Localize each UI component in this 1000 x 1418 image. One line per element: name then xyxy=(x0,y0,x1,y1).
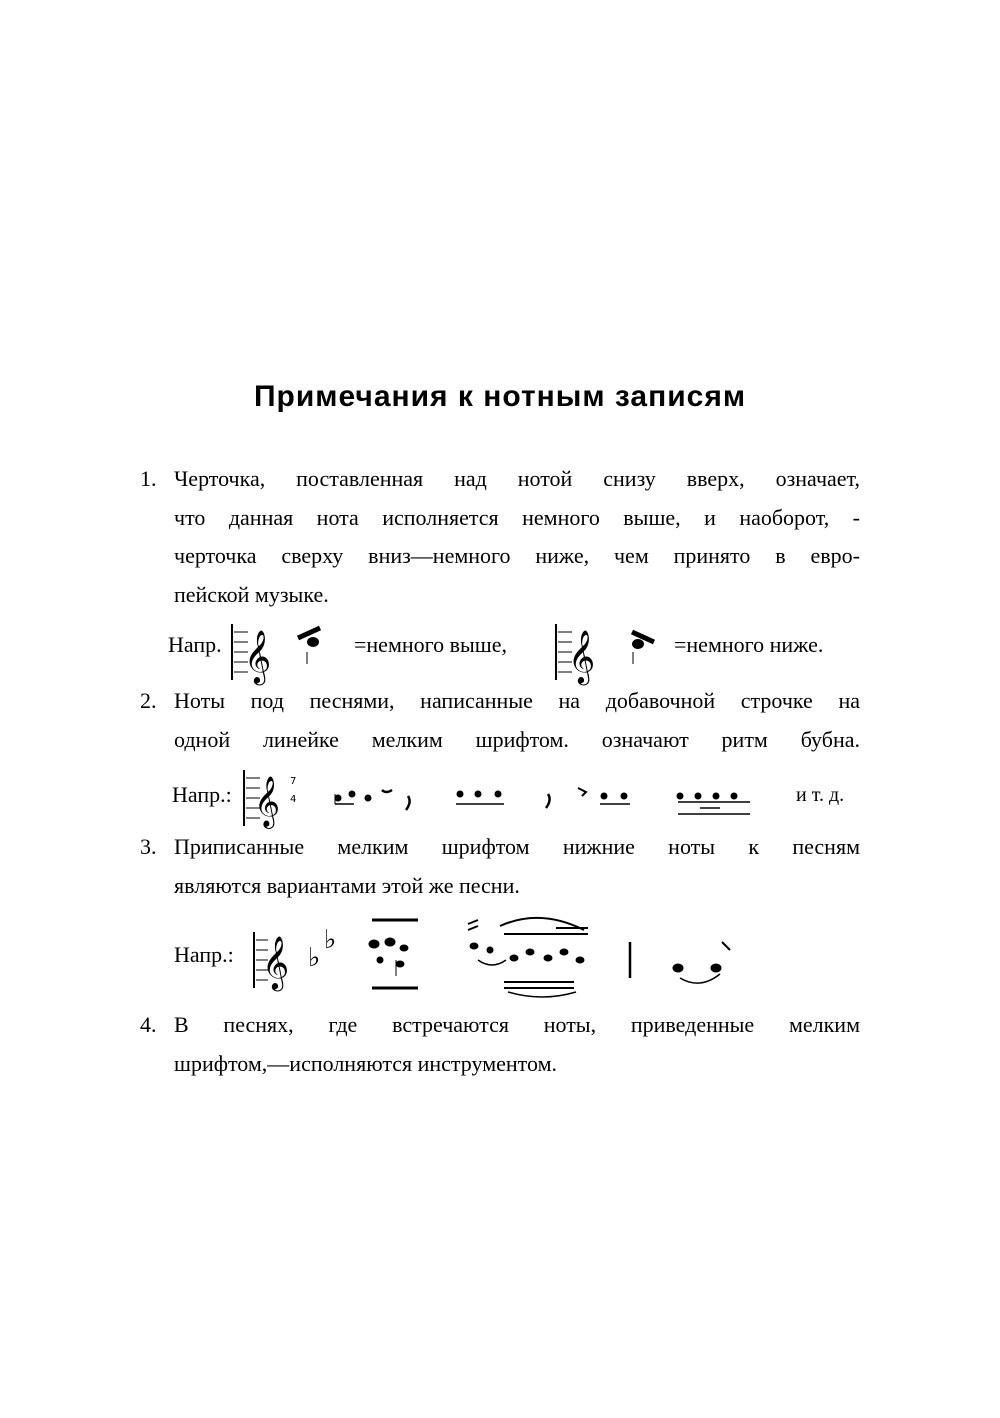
svg-text:4: 4 xyxy=(290,794,297,805)
treble-clef-icon: 𝄞 xyxy=(262,935,290,989)
example-label: Напр.: xyxy=(172,782,232,807)
example-text-lower: =немного ниже. xyxy=(674,632,824,657)
text-line: что данная нота исполняется немного выше, и наоборот, - xyxy=(174,504,860,530)
text-line: одной линейке мелким шрифтом. означают ритм бубна. xyxy=(174,726,860,752)
item-text xyxy=(174,682,860,759)
item-number: 4. xyxy=(140,1012,157,1037)
text-line: Черточка, поставленная над нотой снизу вверх, означает, xyxy=(174,466,860,491)
text-line: шрифтом,—исполняются инструментом. xyxy=(174,1050,558,1076)
item-text xyxy=(174,828,860,905)
note-up-mark-icon xyxy=(298,628,320,664)
staff-fragment xyxy=(244,770,296,829)
treble-clef-icon: 𝄞 xyxy=(568,629,596,683)
text-line: Ноты под песнями, написанные на добавочной строчке на xyxy=(174,688,860,713)
treble-clef-icon: 𝄞 xyxy=(254,776,281,827)
note-item-1 xyxy=(140,460,860,614)
note-item-4 xyxy=(140,1006,860,1083)
example-text-higher: =немного выше, xyxy=(354,632,507,657)
notation-example-3 xyxy=(168,912,868,996)
note-item-2 xyxy=(140,682,860,759)
text-line: черточка сверху вниз—немного ниже, чем принято в евро- xyxy=(174,543,860,568)
example-label: Напр.: xyxy=(174,942,234,967)
flat-icon: ♭ xyxy=(324,925,337,955)
item-number: 2. xyxy=(140,688,157,713)
staff-fragment-b xyxy=(556,624,595,685)
note-item-3 xyxy=(140,828,860,905)
svg-text:7: 7 xyxy=(290,776,297,787)
example-label: Напр. xyxy=(168,632,222,657)
item-text xyxy=(174,1006,860,1083)
staff-fragment-a xyxy=(232,624,271,685)
text-line: являются вариантами этой же песни. xyxy=(174,872,520,898)
treble-clef-icon: 𝄞 xyxy=(244,629,272,683)
notation-example-2 xyxy=(168,764,868,834)
item-text xyxy=(174,460,860,614)
variant-notes-icon xyxy=(369,918,730,997)
item-number: 3. xyxy=(140,834,157,859)
page-title: Примечания к нотным записям xyxy=(253,380,747,413)
example-3 xyxy=(168,912,868,996)
text-line: пейской музыке. xyxy=(174,581,329,607)
example-1 xyxy=(168,618,868,688)
item-number: 1. xyxy=(140,466,157,491)
text-line: В песнях, где встречаются ноты, приведенные мелким xyxy=(174,1012,860,1037)
example-2 xyxy=(168,764,868,834)
flat-icon: ♭ xyxy=(308,943,321,973)
text-line: Приписанные мелким шрифтом нижние ноты к песням xyxy=(174,834,860,859)
note-down-mark-icon xyxy=(632,632,654,664)
staff-fragment xyxy=(254,925,336,991)
example-suffix: и т. д. xyxy=(796,784,845,806)
rhythm-notes-icon xyxy=(335,788,750,814)
